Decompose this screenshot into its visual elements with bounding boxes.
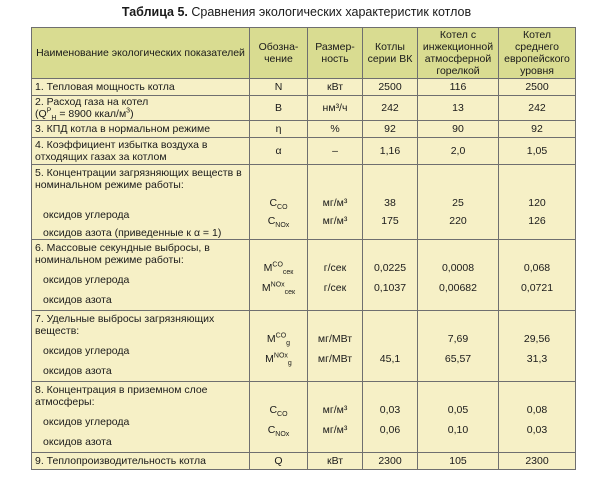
sub-label: оксидов азота [43,436,112,448]
row-symbol [250,165,308,240]
sym-base: M [263,262,273,274]
row-eu: 1,05 [499,138,576,165]
symbol-b [253,281,304,297]
row-label-formula [35,107,134,123]
row-eu [499,240,576,311]
inj-b: 0,00682 [439,282,477,294]
formula-part: (Q [35,108,47,120]
row-eu: 92 [499,121,576,138]
inj-a: 7,69 [447,333,469,345]
row-symbol: α [250,138,308,165]
table-row [32,96,576,121]
row-inj: 116 [418,79,499,96]
vk-a [366,333,414,345]
row-symbol: η [250,121,308,138]
table-row [32,165,576,240]
inj-b: 0,10 [447,424,469,436]
section-label: 5. Концентрации загрязняющих веществ в номинальном режиме работы: [35,167,242,191]
inj-a: 0,0008 [441,262,475,274]
table-row [32,138,576,165]
eu-b: 126 [528,215,546,227]
row-inj: 105 [418,453,499,470]
symbol-a [253,197,304,212]
formula-sup: 3 [126,107,131,115]
unit-a: мг/м³ [322,197,348,209]
formula-sub: Н [51,115,57,123]
sub-label: оксидов углерода [43,274,130,286]
formula-part: = 8900 ккал/м [56,108,127,120]
row-label [32,311,250,382]
row-unit: нм³/ч [308,96,363,121]
unit-a: мг/МВт [317,333,353,345]
table-number: Таблица 5. [121,5,188,19]
row-symbol [250,382,308,453]
vk-a: 38 [384,197,396,209]
sym-sub: сек [282,269,294,277]
sym-base: C [267,424,276,436]
row-eu [499,311,576,382]
table-row [32,382,576,453]
inj-a: 0,05 [447,404,469,416]
unit-b: г/сек [323,282,347,294]
row-inj [418,165,499,240]
row-inj [418,311,499,382]
unit-b: мг/м³ [322,215,348,227]
inj-b: 65,57 [444,353,472,365]
vk-a: 0,03 [379,404,401,416]
row-label-main: 2. Расход газа на котел [35,96,149,108]
row-vk: 242 [363,96,418,121]
row-vk [363,311,418,382]
header-boiler-vk: Котлы серии ВК [363,28,418,79]
eu-b: 0,03 [526,424,548,436]
sub-label: оксидов углерода [43,416,130,428]
row-vk [363,240,418,311]
table-row [32,121,576,138]
row-vk: 2300 [363,453,418,470]
row-label [32,240,250,311]
row-vk [363,165,418,240]
unit-b: мг/м³ [322,424,348,436]
row-inj [418,240,499,311]
row-eu: 242 [499,96,576,121]
section-label: 6. Массовые секундные выбросы, в номинальном режиме работы: [35,242,210,266]
sym-base: M [265,353,274,365]
sym-base: M [261,282,271,294]
row-vk: 92 [363,121,418,138]
row-vk: 2500 [363,79,418,96]
sym-base: C [269,404,278,416]
row-symbol [250,311,308,382]
row-symbol [250,240,308,311]
symbol-b [253,352,304,368]
row-unit [308,311,363,382]
row-symbol: Q [250,453,308,470]
sub-label: оксидов азота (приведенные к α = 1) [43,227,222,239]
row-unit [308,240,363,311]
sym-sup: CO [272,261,283,269]
row-label [32,382,250,453]
row-symbol: N [250,79,308,96]
row-unit: кВт [308,453,363,470]
row-vk [363,382,418,453]
section-label: 8. Концентрация в приземном слое атмосферы: [35,384,208,408]
row-inj: 13 [418,96,499,121]
row-eu: 2500 [499,79,576,96]
table-caption: Сравнения экологических характеристик котлов [187,5,472,19]
sub-label: оксидов углерода [43,345,130,357]
symbol-a [253,261,304,277]
row-inj [418,382,499,453]
header-row [32,28,576,79]
row-eu [499,165,576,240]
sym-base: C [267,215,276,227]
row-label: 4. Коэффициент избытка воздуха в отходящих газах за котлом [32,138,250,165]
symbol-b [253,424,304,439]
vk-b: 0,06 [379,424,401,436]
eu-a: 0,068 [523,262,551,274]
row-label: 1. Тепловая мощность котла [32,79,250,96]
sym-sup: NOx [270,281,285,289]
formula-part: ) [130,108,134,120]
row-vk: 1,16 [363,138,418,165]
row-label [32,165,250,240]
eu-a: 0,08 [526,404,548,416]
sub-label: оксидов азота [43,365,112,377]
row-inj: 2,0 [418,138,499,165]
vk-a: 0,0225 [373,262,407,274]
eu-a: 120 [528,197,546,209]
sym-sub: CO [277,411,288,419]
eu-b: 31,3 [526,353,548,365]
row-label: 3. КПД котла в нормальном режиме [32,121,250,138]
unit-a: г/сек [323,262,347,274]
row-symbol: B [250,96,308,121]
sub-label: оксидов азота [43,294,112,306]
header-units: Размер-ность [308,28,363,79]
sym-sup: CO [275,332,287,340]
sym-sub: NOx [275,222,290,230]
table-row [32,79,576,96]
table-row [32,311,576,382]
row-label: 9. Теплопроизводительность котла [32,453,250,470]
sym-sub: g [287,360,292,368]
row-unit [308,382,363,453]
row-eu: 2300 [499,453,576,470]
sym-sub: NOx [275,431,290,439]
eu-a: 29,56 [523,333,551,345]
header-boiler-injection: Котел с инжекционной атмосферной горелкой [418,28,499,79]
row-unit [308,165,363,240]
unit-a: мг/м³ [322,404,348,416]
eu-b: 0,0721 [520,282,554,294]
sym-sub: сек [284,289,296,297]
table-title [0,4,593,20]
header-name: Наименование экологических показателей [32,28,250,79]
eco-comparison-table [31,27,576,470]
sym-base: C [269,197,278,209]
row-unit: – [308,138,363,165]
sym-sup: NOx [273,352,288,360]
table-row [32,240,576,311]
header-designation: Обозна-чение [250,28,308,79]
sym-sub: CO [277,204,288,212]
vk-b: 0,1037 [373,282,407,294]
inj-b: 220 [449,215,467,227]
table-row [32,453,576,470]
vk-b: 175 [381,215,399,227]
inj-a: 25 [452,197,464,209]
section-label: 7. Удельные выбросы загрязняющих веществ: [35,313,215,337]
vk-b: 45,1 [379,353,401,365]
row-unit: кВт [308,79,363,96]
formula-sup: Р [46,107,52,115]
row-label [32,96,250,121]
unit-b: мг/МВт [317,353,353,365]
row-eu [499,382,576,453]
sub-label: оксидов углерода [43,209,130,221]
sym-base: M [266,333,276,345]
row-unit: % [308,121,363,138]
row-inj: 90 [418,121,499,138]
header-boiler-european: Котел среднего европейского уровня [499,28,576,79]
symbol-b [253,215,304,230]
symbol-a [253,404,304,419]
sym-sub: g [286,340,291,348]
symbol-a [253,332,304,348]
